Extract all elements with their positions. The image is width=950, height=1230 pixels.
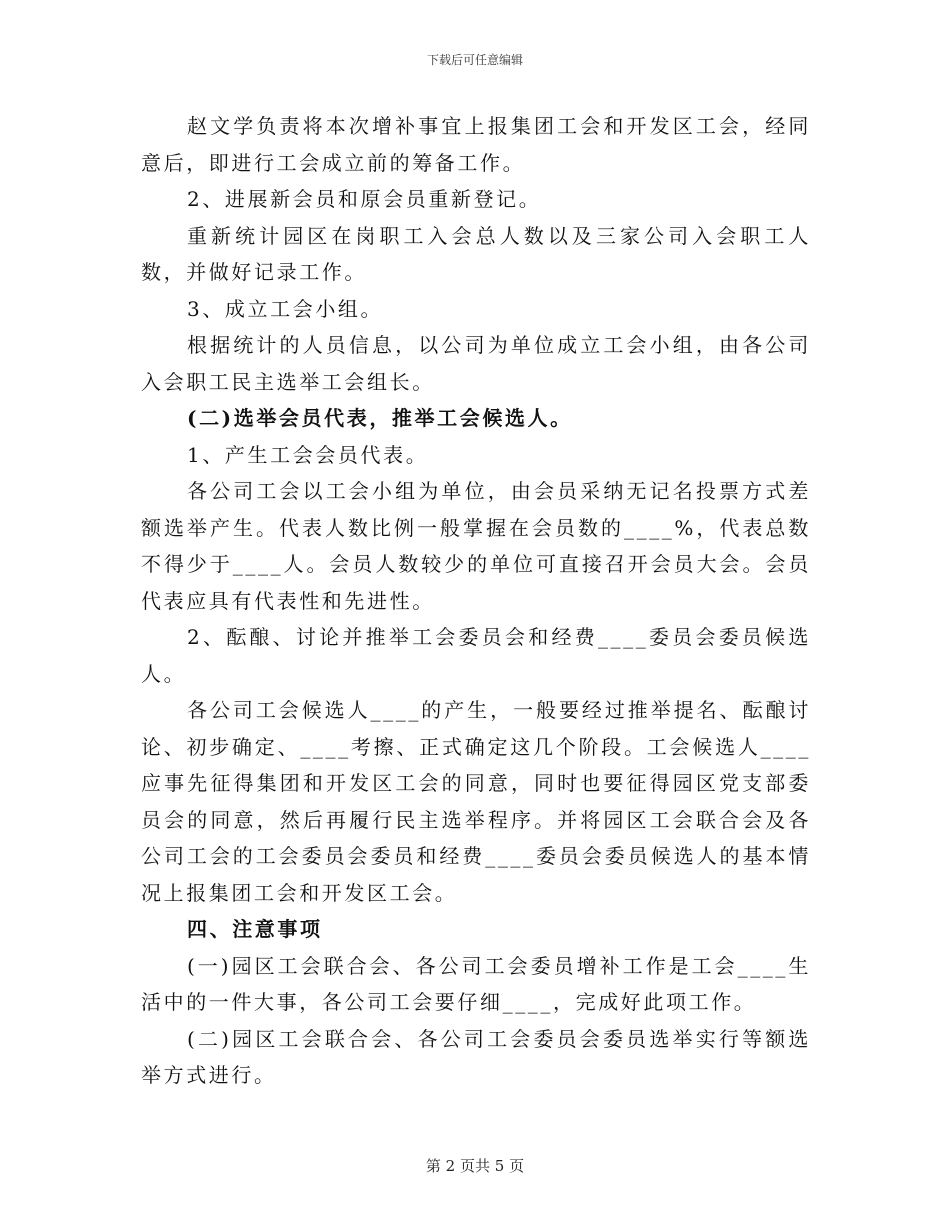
paragraph: 3、成立工会小组。 [187, 296, 384, 321]
section-heading: 四、注意事项 [187, 917, 323, 941]
paragraph: (二)园区工会联合会、各公司工会委员会委员选举实行等额选举方式进行。 [141, 1026, 811, 1087]
paragraph: (一)园区工会联合会、各公司工会委员增补工作是工会____生活中的一件大事，各公司工会要仔细____，完成好此项工作。 [141, 953, 811, 1014]
paragraph: 2、酝酿、讨论并推举工会委员会和经费____委员会委员候选人。 [141, 625, 811, 686]
paragraph: 2、进展新会员和原会员重新登记。 [187, 187, 542, 211]
section-heading: (二)选举会员代表，推举工会候选人。 [187, 406, 573, 430]
paragraph: 各公司工会候选人____的产生，一般要经过推举提名、酝酿讨论、初步确定、____考擦、正式确定这几个阶段。工会候选人____应事先征得集团和开发区工会的同意，同时也要征得园区党支部委员会的同意，然后再履行民主选举程序。并将园区工会联合会及各公司工会的工会委员会委员和经费____委员会委员候选人的基本情况上报集团工会和开发区工会。 [141, 698, 811, 905]
page-header: 下载后可任意编辑 [426, 53, 523, 67]
paragraph: 赵文学负责将本次增补事宜上报集团工会和开发区工会，经同意后，即进行工会成立前的筹备工作。 [141, 114, 811, 175]
paragraph: 1、产生工会会员代表。 [187, 442, 429, 467]
document-body [141, 108, 811, 1094]
paragraph: 根据统计的人员信息，以公司为单位成立工会小组，由各公司入会职工民主选举工会组长。 [141, 333, 811, 394]
page-number: 第 2 页共 5 页 [425, 1157, 525, 1175]
paragraph: 重新统计园区在岗职工入会总人数以及三家公司入会职工人数，并做好记录工作。 [141, 223, 811, 284]
paragraph: 各公司工会以工会小组为单位，由会员采纳无记名投票方式差额选举产生。代表人数比例一般掌握在会员数的____%，代表总数不得少于____人。会员人数较少的单位可直接召开会员大会。会员代表应具有代表性和先进性。 [141, 479, 811, 613]
